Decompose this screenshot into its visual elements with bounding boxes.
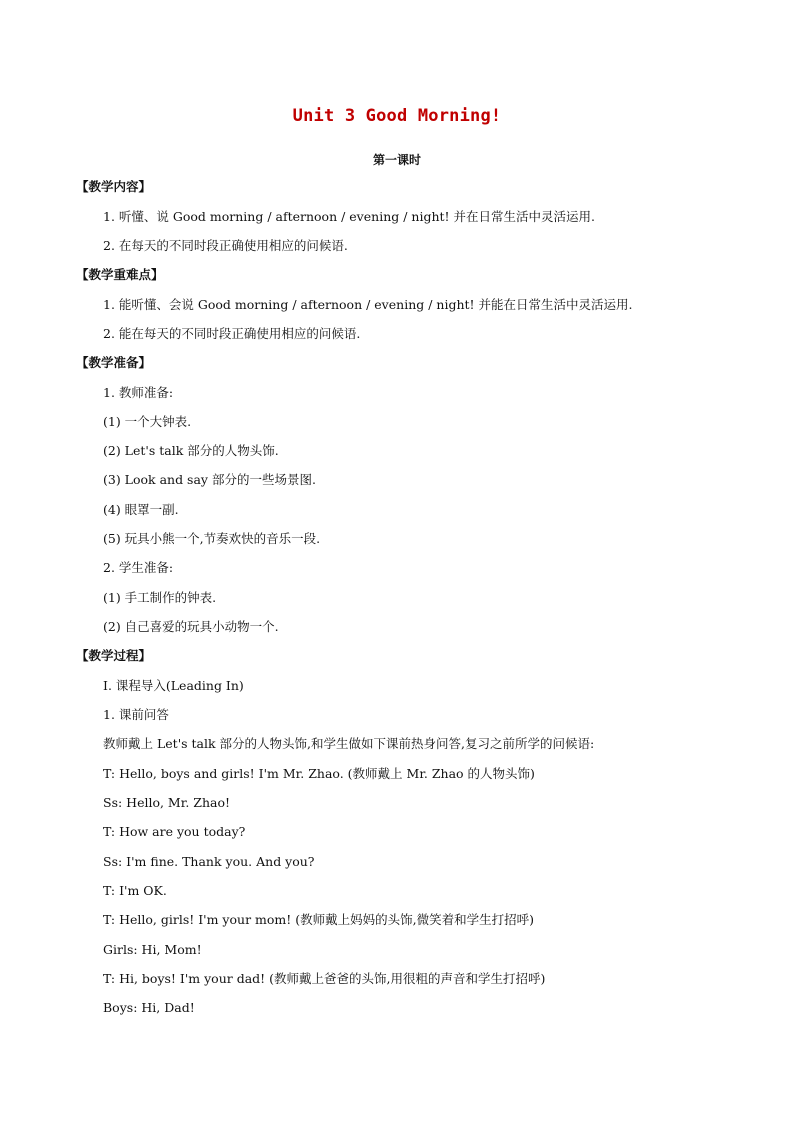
dialogue-line: Ss: I'm fine. Thank you. And you? <box>103 854 315 869</box>
section-heading-preparation: 【教学准备】 <box>76 355 152 370</box>
dialogue-line: T: Hi, boys! I'm your dad! (教师戴上爸爸的头饰,用很粗的声音和学生打招呼) <box>103 971 546 986</box>
section-heading-key-points: 【教学重难点】 <box>76 267 164 282</box>
lesson-subtitle: 第一课时 <box>372 153 421 167</box>
dialogue-line: Boys: Hi, Dad! <box>103 1000 195 1015</box>
dialogue-line: T: I'm OK. <box>103 883 167 898</box>
dialogue-line: Ss: Hello, Mr. Zhao! <box>103 795 231 810</box>
teacher-prep-item: (5) 玩具小熊一个,节奏欢快的音乐一段. <box>103 531 321 546</box>
dialogue-line: T: Hello, boys and girls! I'm Mr. Zhao. (教师戴上 Mr. Zhao 的人物头饰) <box>103 766 535 781</box>
teacher-prep-item: (4) 眼罩一副. <box>103 502 179 517</box>
teacher-prep-item: (2) Let's talk 部分的人物头饰. <box>103 443 279 458</box>
section-heading-content: 【教学内容】 <box>76 179 152 194</box>
key-point-item: 2. 能在每天的不同时段正确使用相应的问候语. <box>103 326 361 341</box>
process-step: 1. 课前问答 <box>103 707 169 722</box>
student-prep-item: (1) 手工制作的钟表. <box>103 590 217 605</box>
section-heading-process: 【教学过程】 <box>76 648 152 663</box>
teacher-prep-item: (3) Look and say 部分的一些场景图. <box>103 472 316 487</box>
process-intro: 教师戴上 Let's talk 部分的人物头饰,和学生做如下课前热身问答,复习之前所学的问候语: <box>103 736 595 751</box>
dialogue-line: T: Hello, girls! I'm your mom! (教师戴上妈妈的头饰,微笑着和学生打招呼) <box>103 912 534 927</box>
dialogue-line: T: How are you today? <box>103 824 246 839</box>
student-prep-label: 2. 学生准备: <box>103 560 174 575</box>
content-item: 1. 听懂、说 Good morning / afternoon / evening / night! 并在日常生活中灵活运用. <box>103 209 595 224</box>
student-prep-item: (2) 自己喜爱的玩具小动物一个. <box>103 619 279 634</box>
content-item: 2. 在每天的不同时段正确使用相应的问候语. <box>103 238 348 253</box>
teacher-prep-item: (1) 一个大钟表. <box>103 414 192 429</box>
page-title: Unit 3 Good Morning! <box>292 106 502 126</box>
teacher-prep-label: 1. 教师准备: <box>103 385 174 400</box>
dialogue-line: Girls: Hi, Mom! <box>103 942 202 957</box>
key-point-item: 1. 能听懂、会说 Good morning / afternoon / evening / night! 并能在日常生活中灵活运用. <box>103 297 633 312</box>
process-stage: Ⅰ. 课程导入(Leading In) <box>103 678 244 693</box>
